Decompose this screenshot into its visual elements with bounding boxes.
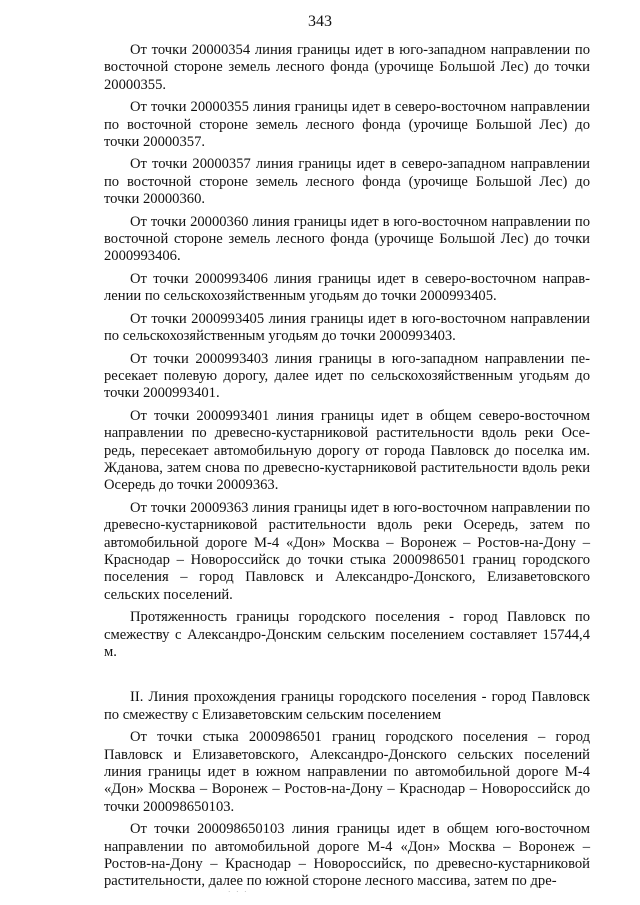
footer-mark: · · · — [228, 888, 249, 896]
document-body — [104, 42, 590, 896]
page-number: 343 — [308, 13, 332, 30]
paragraph-point-20000357: От точки 20000357 линия границы идет в северо-западном направлении по восточной стороне земель лесного фонда (урочище Большой Лес) до точки 20000360. — [104, 156, 590, 208]
paragraph-point-2000993403: От точки 2000993403 линия границы в юго-западном направлении пересекает полевую дорогу, далее идет по сельскохозяйственным угодьям до точки 2000993401. — [104, 350, 590, 402]
paragraph-point-20009363: От точки 20009363 линия границы идет в юго-восточном направлении по древесно-кустарниковой растительности вдоль реки Осередь, затем по автомобильной дороге М-4 «Дон» Москва – Воронеж – Ростов-на-Дону – Краснодар – Новороссийск до точки стыка 2000986501 границ городского поселения – город Павловск и Александро-Донского, Елизаветовского сельских поселений. — [104, 499, 590, 603]
paragraph-point-20000360: От точки 20000360 линия границы идет в юго-восточном направлении по восточной стороне земель лесного фонда (урочище Большой Лес) до точки 2000993406. — [104, 213, 590, 265]
paragraph-point-20000355: От точки 20000355 линия границы идет в северо-восточном направлении по восточной стороне земель лесного фонда (урочище Большой Лес) до точки 20000357. — [104, 99, 590, 151]
paragraph-point-200098650103: От точки 200098650103 линия границы идет в общем юго-восточном направлении по автомобильной дороге М-4 «Дон» Москва – Воронеж – Ростов-на-Дону – Краснодар – Новороссийск, по древесно-кустарниковой растительности, далее по южной стороне лесного массива, затем по дре- — [104, 821, 590, 890]
paragraph-point-2000993401: От точки 2000993401 линия границы идет в общем северо-восточном направлении по древесно-кустарниковой растительности вдоль реки Осередь, пересекает автомобильную дорогу от города Павловск до поселка им. Жданова, затем снова по древесно-кустарниковой растительности вдоль реки Осередь до точки 20009363. — [104, 407, 590, 494]
paragraph-boundary-length: Протяженность границы городского поселения - город Павловск по смежеству с Александро-Донским сельским поселением составляет 15744,4 м. — [104, 609, 590, 660]
paragraph-junction-2000986501: От точки стыка 2000986501 границ городского поселения – город Павловск и Елизаветовского, Александро-Донского сельских поселений линия границы идет в южном направлении по автомобильной дороге М-4 «Дон» Москва – Воронеж – Ростов-на-Дону – Краснодар – Новороссийск до точки 200098650103. — [104, 729, 590, 815]
section-heading-ii: II. Линия прохождения границы городского поселения - город Павловск по смежеству с Елизаветовским сельским поселением — [104, 689, 590, 723]
paragraph-point-20000354: От точки 20000354 линия границы идет в юго-западном направлении по восточной стороне земель лесного фонда (урочище Большой Лес) до точки 20000355. — [104, 42, 590, 93]
paragraph-point-2000993405: От точки 2000993405 линия границы идет в юго-восточном направлении по сельскохозяйственным угодьям до точки 2000993403. — [104, 310, 590, 345]
paragraph-point-2000993406: От точки 2000993406 линия границы идет в северо-восточном направлении по сельскохозяйственным угодьям до точки 2000993405. — [104, 270, 590, 305]
